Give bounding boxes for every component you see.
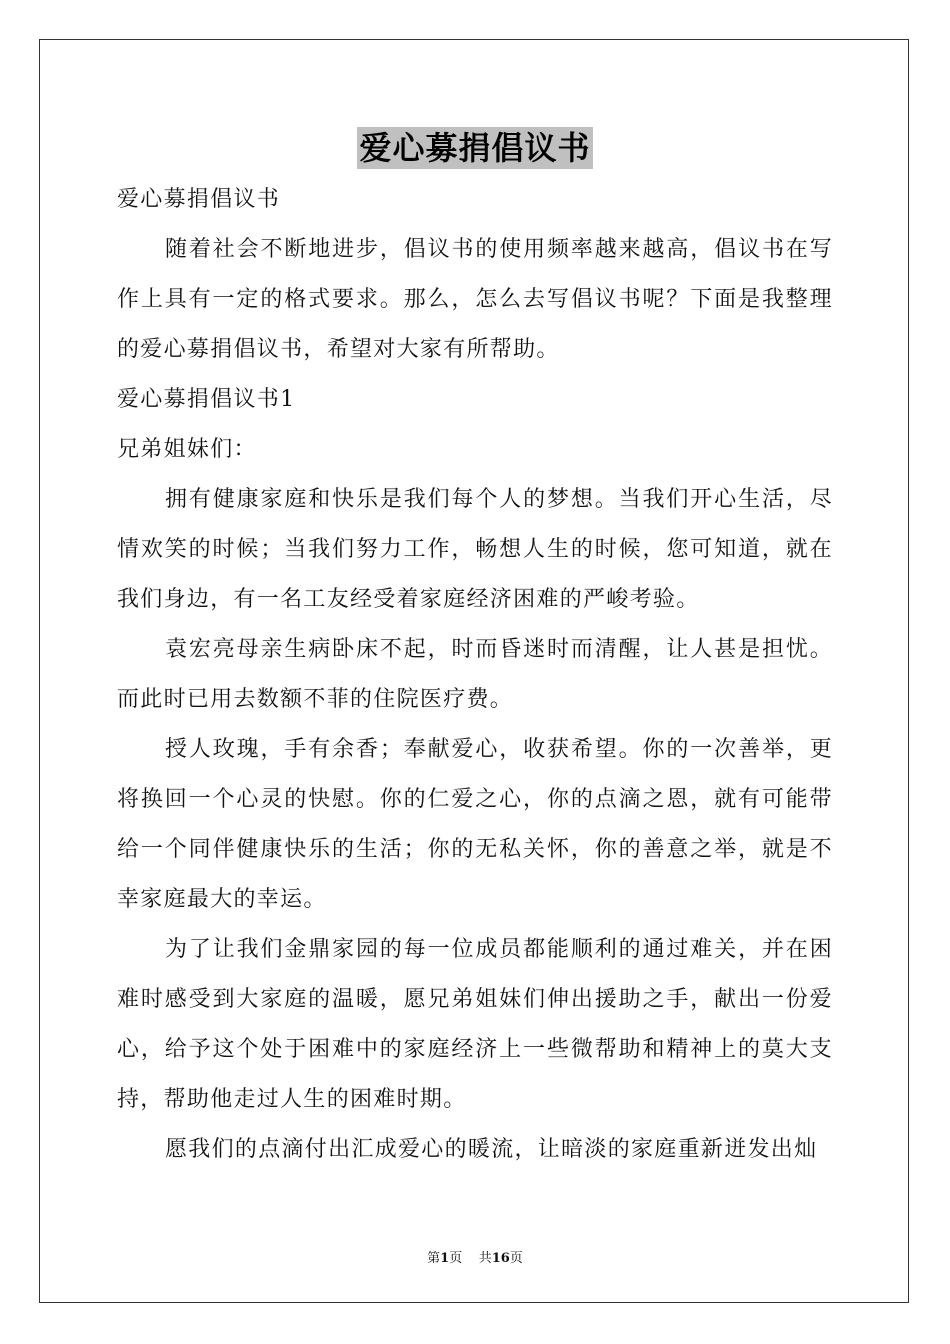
document-title: 爱心募捐倡议书 <box>359 129 591 167</box>
total-suffix: 页 <box>509 1251 523 1266</box>
paragraph: 袁宏亮母亲生病卧床不起，时而昏迷时而清醒，让人甚是担忧。而此时已用去数额不菲的住院医疗费。 <box>117 637 833 712</box>
paragraph: 授人玫瑰，手有余香；奉献爱心，收获希望。你的一次善举，更将换回一个心灵的快慰。你的仁爱之心，你的点滴之恩，就有可能带给一个同伴健康快乐的生活；你的无私关怀，你的善意之举，就是不幸家庭最大的幸运。 <box>117 737 833 912</box>
paragraph: 拥有健康家庭和快乐是我们每个人的梦想。当我们开心生活，尽情欢笑的时候；当我们努力工作，畅想人生的时候，您可知道，就在我们身边，有一名工友经受着家庭经济困难的严峻考验。 <box>117 487 833 612</box>
paragraph: 为了让我们金鼎家园的每一位成员都能顺利的通过难关，并在困难时感受到大家庭的温暖，愿兄弟姐妹们伸出援助之手，献出一份爱心，给予这个处于困难中的家庭经济上一些微帮助和精神上的莫大支持，帮助他走过人生的困难时期。 <box>117 937 833 1112</box>
paragraph: 爱心募捐倡议书 <box>117 187 281 212</box>
page-footer <box>0 1247 950 1266</box>
total-prefix: 共 <box>478 1251 492 1266</box>
paragraph: 兄弟姐妹们： <box>117 437 257 462</box>
page-number: 1 <box>440 1251 450 1266</box>
paragraph: 爱心募捐倡议书1 <box>117 387 296 412</box>
total-pages: 16 <box>491 1251 510 1266</box>
document-body <box>117 175 833 1175</box>
paragraph: 愿我们的点滴付出汇成爱心的暖流，让暗淡的家庭重新迸发出灿 <box>165 1137 818 1162</box>
page-suffix: 页 <box>449 1251 463 1266</box>
title-container <box>0 127 950 169</box>
paragraph: 随着社会不断地进步，倡议书的使用频率越来越高，倡议书在写作上具有一定的格式要求。那么，怎么去写倡议书呢？下面是我整理的爱心募捐倡议书，希望对大家有所帮助。 <box>117 237 833 362</box>
page-prefix: 第 <box>427 1251 441 1266</box>
